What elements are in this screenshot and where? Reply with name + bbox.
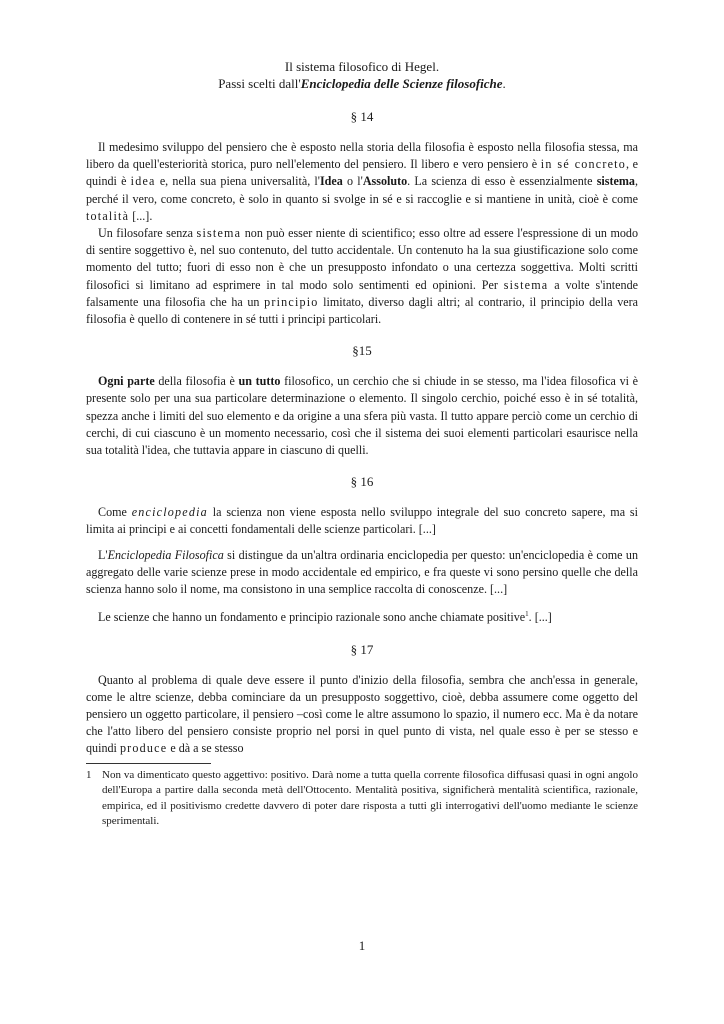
text-run: limitato, diverso dagli altri; al contrario, il principio della vera filosofia è quello di contenere in sé tutti i principi particolari. [86, 294, 638, 327]
spaced-term: principio [264, 294, 319, 309]
text-run: a volte s'intende falsamente una filosofia che ha un [86, 277, 638, 309]
bold-term: un tutto [238, 374, 281, 389]
text-run: , e quindi è [86, 157, 638, 189]
spaced-term: in sé concreto [540, 157, 626, 172]
text-run: Le scienze che hanno un fondamento e principio razionale sono anche chiamate positive [98, 610, 526, 625]
footnote [86, 768, 638, 830]
footnote-number: 1 [86, 768, 92, 781]
text-run: e dà a se stesso [167, 741, 244, 756]
paragraph-17-1 [86, 672, 638, 758]
title-line-2-suffix: . [502, 76, 506, 91]
spaced-term: idea [130, 174, 156, 189]
text-run: o l' [342, 174, 363, 189]
bold-term: Assoluto [362, 174, 408, 189]
section-heading-15: §15 [352, 343, 372, 359]
text-run: la scienza non viene esposta nello sviluppo integrale del suo concreto sapere, ma si limita ai principi e ai concetti fondamentali delle scienze particolari. [...] [86, 505, 638, 537]
paragraph-15-1 [86, 373, 638, 459]
title-line-2 [86, 75, 638, 92]
footnote-separator [86, 763, 211, 764]
text-run: filosofico, un cerchio che si chiude in se stesso, ma l'idea filosofica vi è presente solo per una sua particolare determinazione o elemento. Il singolo cerchio, poiché esso è in sé totalità, spezza anche i limiti del suo elemento e da origine a una sfera più vasta. Il tutto appare perciò come un cerchio di cerchi, di cui ciascuno è un momento necessario, così che il sistema dei suoi elementi particolari esaurisce nella sua totalità l'idea, che tuttavia appare in ciascuno di quelli. [86, 374, 638, 458]
text-run: si distingue da un'altra ordinaria enciclopedia per questo: un'enciclopedia è come un aggregato delle varie scienze prese in modo accidentale ed empirico, e fra queste vi sono persino quelle che della scienza hanno solo il nome, ma consistono in una semplice raccolta di conoscenze. [...] [86, 547, 638, 597]
paragraph-14-2 [86, 225, 638, 328]
title-line-2-prefix: Passi scelti dall' [218, 76, 301, 91]
text-run: Quanto al problema di quale deve essere il punto d'inizio della filosofia, sembra che anch'essa in generale, come le altre scienze, debba cominciare da un presupposto soggettivo, cioè, debba assumere come oggetto del pensiero un oggetto particolare, il pensiero –così come le altre assumono lo spazio, il numero ecc. Ma è da notare che l'atto libero del pensiero consiste proprio nel porsi in quel punto di vista, nel quale esso è per se stesso e quindi [86, 672, 638, 756]
title-line-1: Il sistema filosofico di Hegel. [284, 59, 440, 74]
text-run: [...]. [129, 208, 153, 223]
spaced-term: sistema [503, 277, 549, 292]
text-run: non può esser niente di scientifico; esso oltre ad essere l'espressione di un modo di sentire soggettivo è, nel suo contenuto, del tutto accidentale. Un contenuto ha la sua giustificazione solo come momento del tutto; fuori di esso non è che un presupposto infondato o una certezza soggettiva. Molti scritti filosofici si limitano ad esprimere in tal modo solo sentimenti ed opinioni. Per [86, 226, 638, 292]
document-page [86, 58, 638, 830]
spaced-term: produce [119, 741, 168, 756]
text-run: L' [98, 547, 108, 562]
text-run: della filosofia è [154, 374, 239, 389]
text-run: . [...] [528, 610, 552, 625]
text-run: Un filosofare senza [98, 226, 197, 241]
text-run: Il medesimo sviluppo del pensiero che è esposto nella storia della filosofia è esposto nella filosofia stessa, ma libero da quell'esteriorità storica, puro nell'elemento del pensiero. Il libero e vero pensiero è [86, 140, 638, 172]
spaced-term: totalità [86, 208, 130, 223]
title-work-name: Enciclopedia delle Scienze filosofiche [300, 76, 503, 91]
section-heading-14: § 14 [350, 109, 374, 124]
bold-term: Idea [319, 174, 343, 189]
text-run: Come [98, 505, 132, 520]
bold-term: Ogni parte [98, 374, 155, 389]
footnote-reference[interactable]: 1 [525, 610, 529, 619]
paragraph-16-3 [86, 606, 638, 626]
spaced-term: sistema [196, 226, 242, 241]
text-run: , perché il vero, come concreto, è solo in quanto si svolge in sé e si raccoglie e si mantiene in unità, cioè è come [86, 174, 639, 206]
italic-term: enciclopedia [131, 505, 208, 520]
footnote-text: Non va dimenticato questo aggettivo: positivo. Darà nome a tutta quella corrente filosofica diffusasi quasi in ogni angolo dell'Europa a partire dalla seconda metà dell'Ottocento. Mentalità positiva, significherà mentalità scientifica, razionale, empirica, ed il positivismo credette davvero di poter dare risposta a tutti gli interrogativi dell'uomo mediante le scienze sperimentali. [102, 768, 638, 828]
paragraph-14-1 [86, 139, 638, 225]
document-title [86, 58, 638, 92]
section-heading-17: § 17 [350, 641, 374, 657]
text-run: . La scienza di esso è essenzialmente [407, 174, 597, 189]
paragraph-16-1 [86, 504, 638, 538]
italic-term: Enciclopedia Filosofica [107, 547, 224, 562]
paragraph-16-2 [86, 547, 638, 599]
text-run: e, nella sua piena universalità, l' [155, 174, 320, 189]
bold-term: sistema [596, 174, 635, 189]
section-heading-16: § 16 [350, 474, 374, 490]
page-number: 1 [358, 938, 366, 953]
